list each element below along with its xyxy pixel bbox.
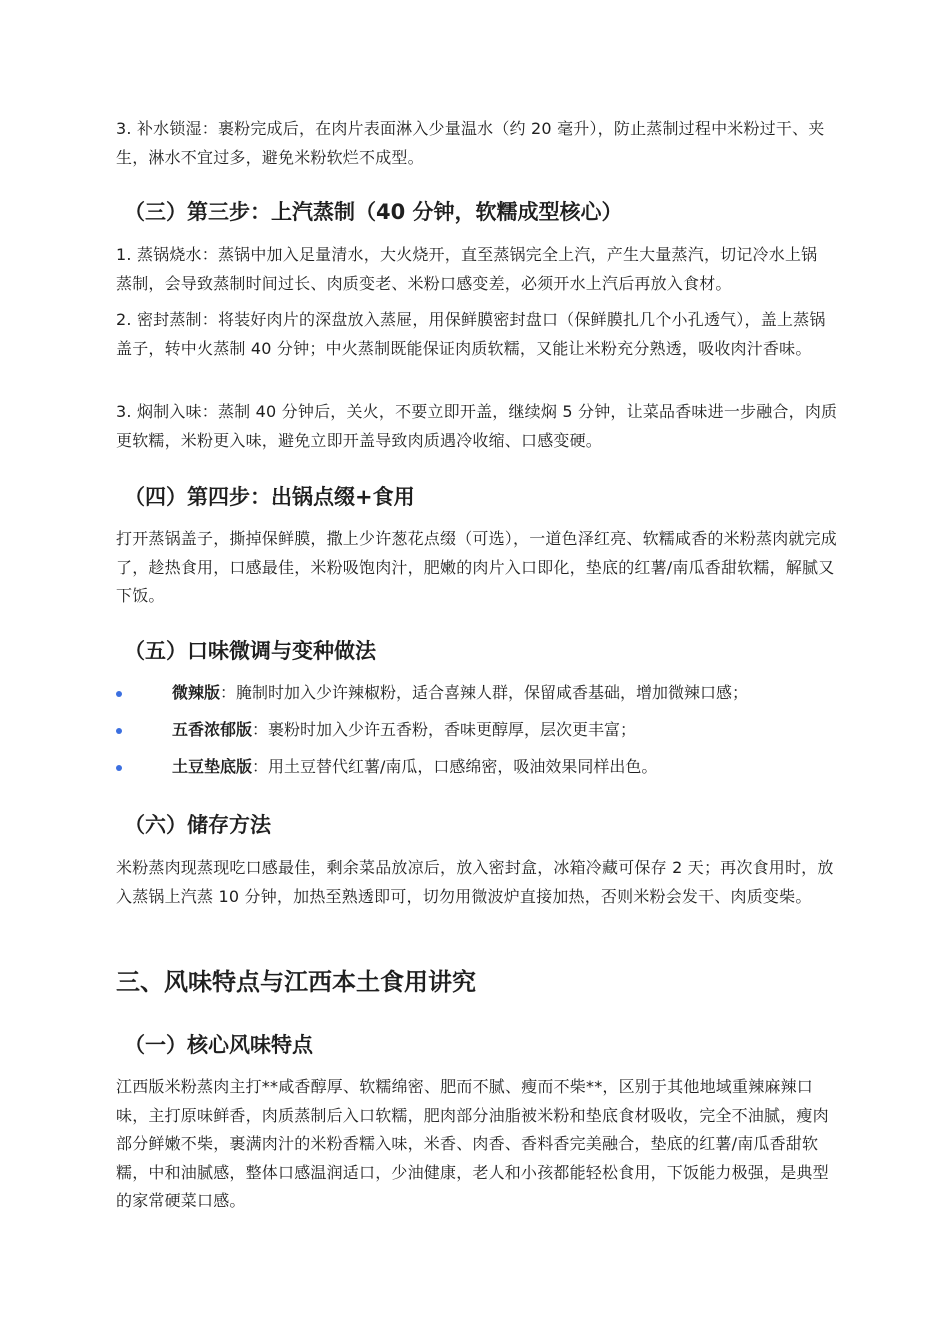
section-3-title: 三、风味特点与江西本土食用讲究 xyxy=(116,968,476,996)
variant-name: 微辣版 xyxy=(172,683,221,702)
step3-item-2: 2. 密封蒸制：将装好肉片的深盘放入蒸屉，用保鲜膜密封盘口（保鲜膜扎几个小孔透气），盖上蒸锅盖子，转中火蒸制 40 分钟；中火蒸制既能保证肉质软糯，又能让米粉充分熟透，吸收肉汁香味。 xyxy=(116,310,826,358)
step4-text: 打开蒸锅盖子，撕掉保鲜膜，撒上少许葱花点缀（可选），一道色泽红亮、软糯咸香的米粉蒸肉就完成了，趁热食用，口感最佳，米粉吸饱肉汁，肥嫩的肉片入口即化，垫底的红薯/南瓜香甜软糯，解腻又下饭。 xyxy=(116,529,838,605)
bullet-dot-icon xyxy=(116,765,122,771)
variant-name: 土豆垫底版 xyxy=(172,757,253,776)
heading-storage: （六）储存方法 xyxy=(124,813,271,837)
bullet-dot-icon xyxy=(116,691,122,697)
heading-flavor: （一）核心风味特点 xyxy=(124,1033,313,1057)
step2-item-3: 3. 补水锁湿：裹粉完成后，在肉片表面淋入少量温水（约 20 毫升），防止蒸制过程中米粉过干、夹生，淋水不宜过多，避免米粉软烂不成型。 xyxy=(116,119,825,167)
step3-item-1: 1. 蒸锅烧水：蒸锅中加入足量清水，大火烧开，直至蒸锅完全上汽，产生大量蒸汽，切记冷水上锅蒸制，会导致蒸制时间过长、肉质变老、米粉口感变差，必须开水上汽后再放入食材。 xyxy=(116,245,818,293)
variant-name: 五香浓郁版 xyxy=(172,720,253,739)
bullet-dot-icon xyxy=(116,728,122,734)
storage-text: 米粉蒸肉现蒸现吃口感最佳，剩余菜品放凉后，放入密封盒，冰箱冷藏可保存 2 天；再次食用时，放入蒸锅上汽蒸 10 分钟，加热至熟透即可，切勿用微波炉直接加热，否则米粉会发干、肉质变柴。 xyxy=(116,858,834,906)
variants-list xyxy=(116,680,840,791)
variant-desc: ：裹粉时加入少许五香粉，香味更醇厚，层次更丰富； xyxy=(252,720,637,739)
heading-step-3: （三）第三步：上汽蒸制（40 分钟，软糯成型核心） xyxy=(124,200,623,224)
list-item xyxy=(116,680,840,717)
flavor-text: 江西版米粉蒸肉主打**咸香醇厚、软糯绵密、肥而不腻、瘦而不柴**，区别于其他地域重辣麻辣口味，主打原味鲜香，肉质蒸制后入口软糯，肥肉部分油脂被米粉和垫底食材吸收，完全不油腻，瘦肉部分鲜嫩不柴，裹满肉汁的米粉香糯入味，米香、肉香、香料香完美融合，垫底的红薯/南瓜香甜软糯，中和油腻感，整体口感温润适口，少油健康，老人和小孩都能轻松食用，下饭能力极强，是典型的家常硬菜口感。 xyxy=(116,1077,829,1210)
step3-item-3: 3. 焖制入味：蒸制 40 分钟后，关火，不要立即开盖，继续焖 5 分钟，让菜品香味进一步融合，肉质更软糯，米粉更入味，避免立即开盖导致肉质遇冷收缩、口感变硬。 xyxy=(116,402,838,450)
heading-variants: （五）口味微调与变种做法 xyxy=(124,639,376,663)
variant-desc: ：腌制时加入少许辣椒粉，适合喜辣人群，保留咸香基础，增加微辣口感； xyxy=(220,683,749,702)
variant-desc: ：用土豆替代红薯/南瓜，口感绵密，吸油效果同样出色。 xyxy=(252,757,658,776)
heading-step-4: （四）第四步：出锅点缀+食用 xyxy=(124,485,415,509)
list-item xyxy=(116,754,840,791)
list-item xyxy=(116,717,840,754)
